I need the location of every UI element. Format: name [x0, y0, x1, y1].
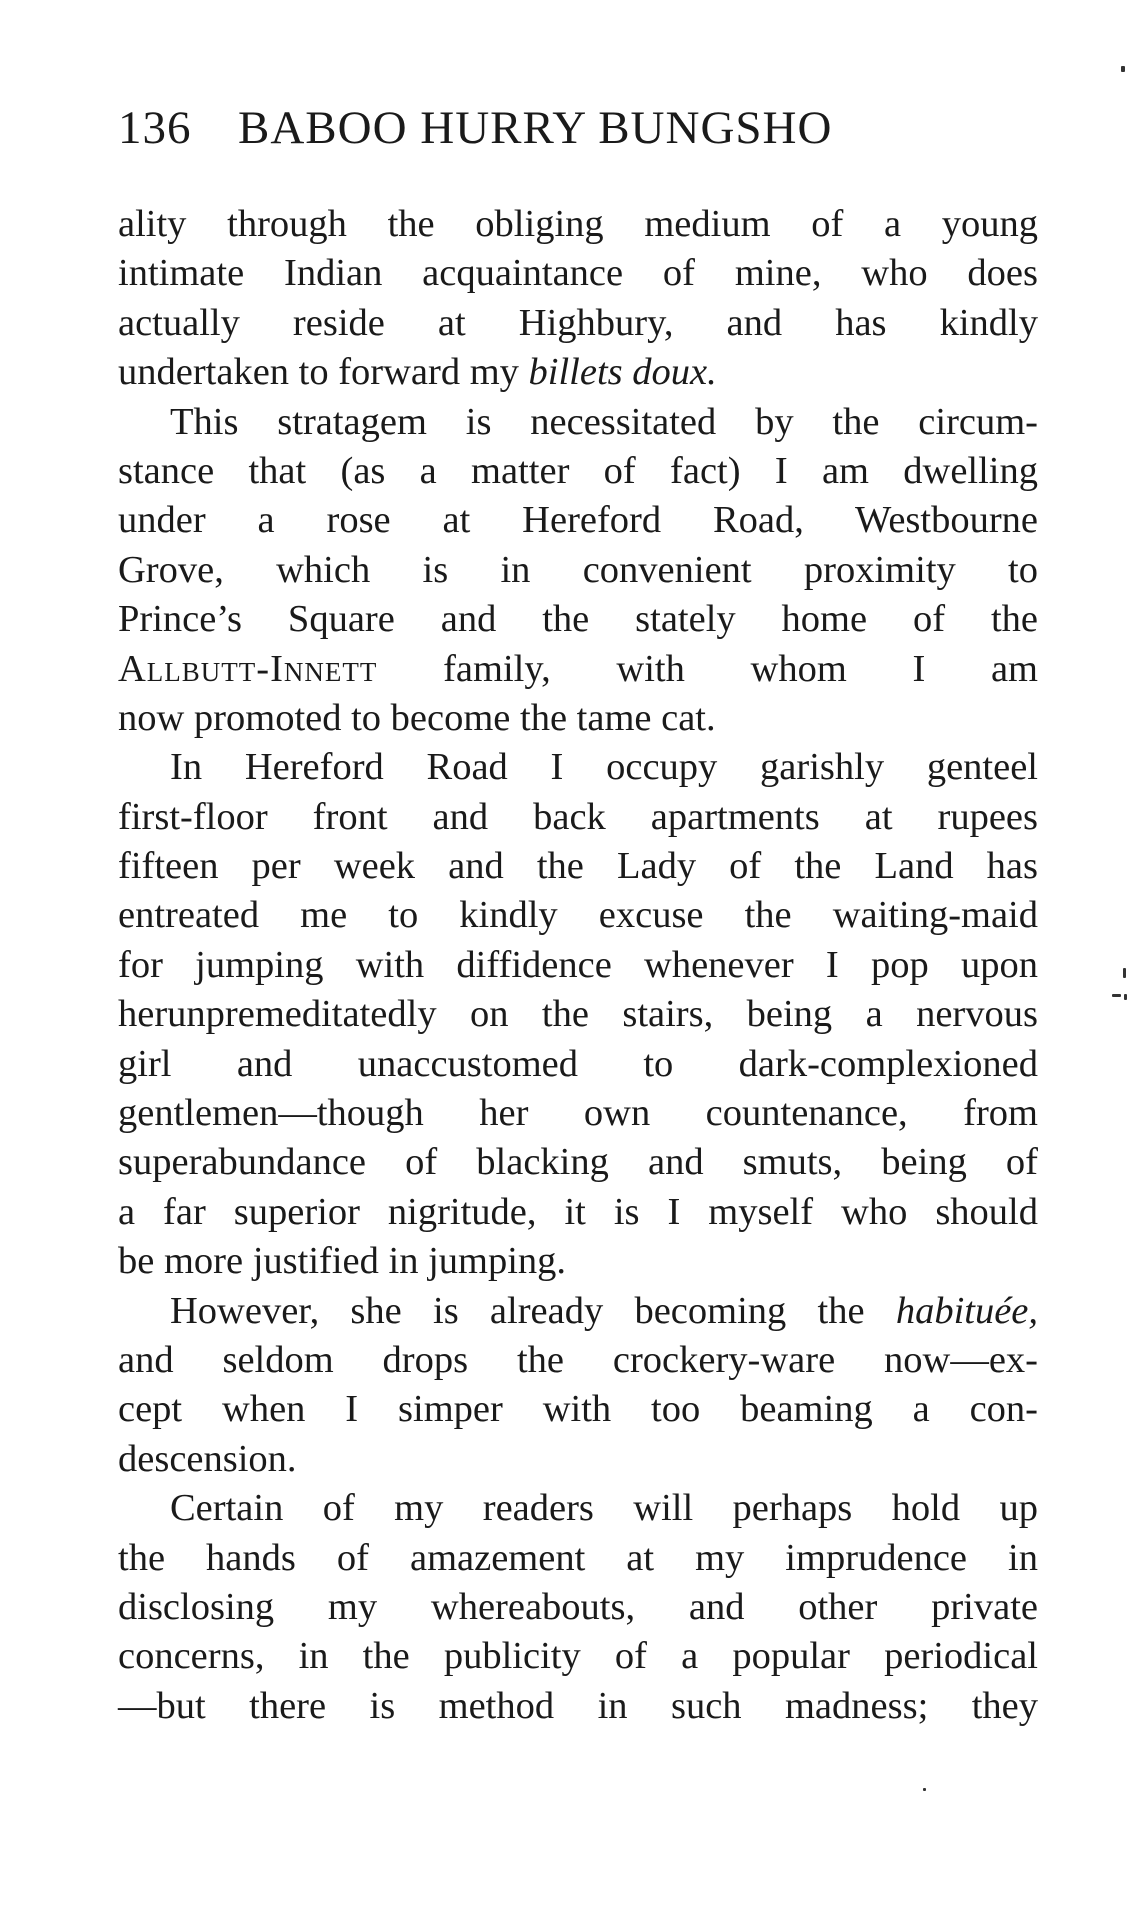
page-number: 136 [118, 102, 192, 154]
text-fragment: family, with whom I am [443, 647, 1038, 690]
text-fragment: undertaken to forward my [118, 351, 519, 394]
text-line: and seldom drops the crockery-ware now—ex- [118, 1338, 1038, 1381]
text-line: actually reside at Highbury, and has kindly [118, 301, 1038, 344]
text-line: intimate Indian acquaintance of mine, who does [118, 252, 1038, 295]
scan-speck [923, 1788, 926, 1791]
text-line [118, 1287, 1038, 1336]
text-line: This stratagem is necessitated by the circum- [170, 400, 1038, 443]
scan-speck [1124, 994, 1127, 1000]
text-fragment: However, she is already becoming the [170, 1289, 865, 1332]
text-line: fifteen per week and the Lady of the Land has [118, 845, 1038, 888]
text-line: Grove, which is in convenient proximity to [118, 548, 1038, 591]
text-line [118, 348, 1038, 397]
text-line: be more justified in jumping. [118, 1240, 567, 1283]
text-line: Certain of my readers will perhaps hold up [170, 1487, 1038, 1530]
scan-speck [1121, 66, 1125, 72]
italic-phrase: habituée, [895, 1289, 1039, 1332]
text-line: stance that (as a matter of fact) I am dwelling [118, 449, 1038, 492]
text-line: cept when I simper with too beaming a con- [118, 1388, 1038, 1431]
text-line [118, 645, 1038, 694]
text-line: girl and unaccustomed to dark-complexioned [118, 1042, 1038, 1085]
text-line: the hands of amazement at my imprudence in [118, 1536, 1038, 1579]
small-caps-name: Allbutt-Innett [118, 647, 378, 690]
scan-speck [1123, 968, 1126, 978]
text-line: now promoted to become the tame cat. [118, 696, 716, 739]
running-head [118, 98, 1038, 158]
italic-phrase: billets doux. [528, 351, 717, 394]
text-line: herunpremeditatedly on the stairs, being a nervous [118, 993, 1038, 1036]
text-line: descension. [118, 1437, 297, 1480]
text-line: concerns, in the publicity of a popular periodical [118, 1635, 1038, 1678]
text-line: under a rose at Hereford Road, Westbourne [118, 499, 1038, 542]
text-line: entreated me to kindly excuse the waiting-maid [118, 894, 1038, 937]
text-line: disclosing my whereabouts, and other private [118, 1585, 1038, 1628]
text-line: a far superior nigritude, it is I myself who should [118, 1190, 1038, 1233]
text-line: superabundance of blacking and smuts, being of [118, 1141, 1038, 1184]
text-line: In Hereford Road I occupy garishly genteel [170, 746, 1038, 789]
text-line: —but there is method in such madness; they [118, 1684, 1038, 1727]
text-line: for jumping with diffidence whenever I pop upon [118, 943, 1038, 986]
text-line: ality through the obliging medium of a young [118, 203, 1038, 245]
running-title: BABOO HURRY BUNGSHO [238, 102, 833, 154]
text-line: Prince’s Square and the stately home of the [118, 598, 1038, 641]
text-line: gentlemen—though her own countenance, from [118, 1092, 1038, 1135]
text-line: first-floor front and back apartments at rupees [118, 795, 1038, 838]
scan-speck [1112, 994, 1121, 997]
body-text [118, 200, 1038, 1731]
